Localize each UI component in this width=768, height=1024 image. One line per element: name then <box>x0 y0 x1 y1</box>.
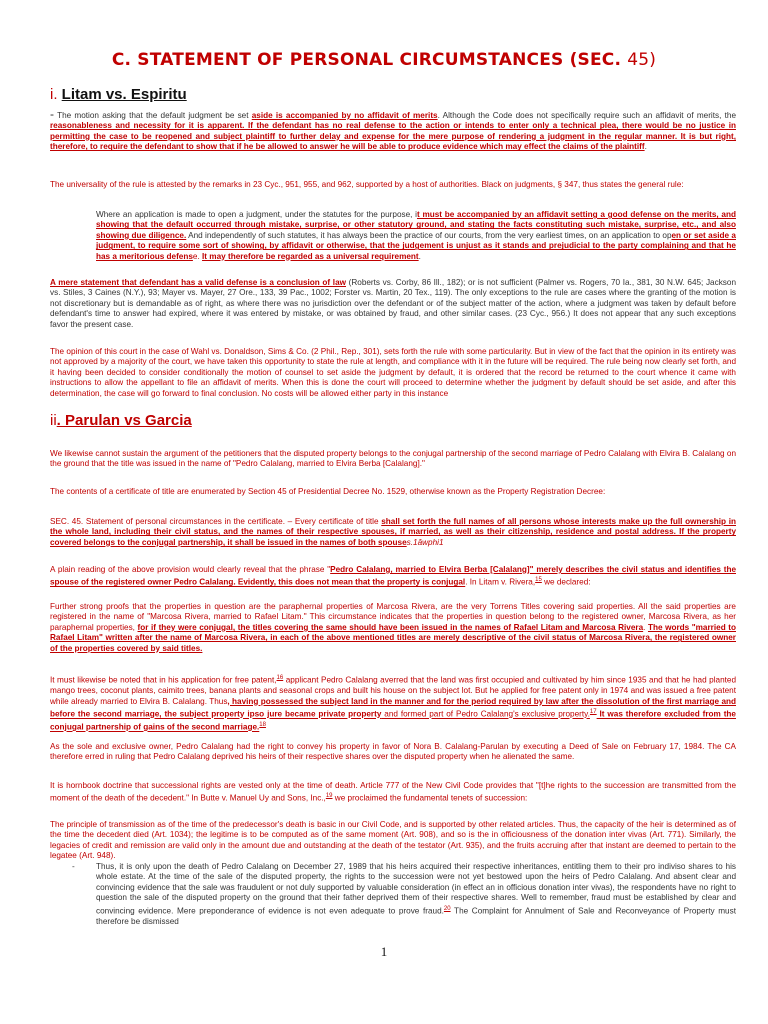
text-span: A plain reading of the above provision would clearly reveal that the phrase " <box>50 565 331 574</box>
text-span: and formed part of Pedro Calalang's exclusive property. <box>381 709 590 719</box>
paragraph-certificate-contents <box>50 487 736 497</box>
paragraph-calalang-death <box>72 862 736 927</box>
footnote-link[interactable]: 17 <box>589 708 597 715</box>
text-span: And independently of such statutes, it has always been the practice of our courts, from the very earliest times, on an application to op <box>186 230 672 240</box>
paragraph-sole-owner <box>50 742 736 763</box>
highlight-span: en or set aside a judgment, to require some sort of showing, by affidavit or otherwise, that the judgement is unjust as it stands and prejudicial to the party complaining and that he has a meritorious defens <box>96 230 736 261</box>
paragraph-transmission-principle <box>50 820 736 862</box>
footnote-link[interactable]: 18 <box>259 722 266 729</box>
text-span: Thus, it is only upon the death of Pedro Calalang on December 27, 1989 that his heirs acquired their respective inheritances, entitling them to their pro indiviso shares to his whole estate. At the time of the sale of the disputed property, the rights to the succession were not yet bestowed upon the heirs of Pedro Calalang. And absent clear and convincing evidence that the sale was fraudulent or not duly supported by valuable consideration (in effect an in officious donation inter vivas), the respondents have no right to question the sale of the disputed property on the ground that their father deprived them of their respective shares. Well to remember, fraud must be established by clear and convincing evidence. Mere preponderance of evidence is not even adequate to prove fraud. <box>96 862 736 916</box>
paragraph-affidavit-of-merits <box>50 109 736 153</box>
paragraph-strong-proofs <box>50 602 736 654</box>
paragraph-hornbook <box>50 781 736 805</box>
text-span: The opinion of this court in the case of Wahl vs. Donaldson, Sims & Co. (2 Phil., Rep., 301), sets forth the rule with some particularity. But in view of the fact that the opinion in its entirety was not approved by a majority of the court, we have taken this opportunity to state the rule at length, and compliance with it in the future will be required. The rule being now clearly set forth, and it having been decided to consider conditionally the motion of counsel to set aside the judgment by default, it is ordered that the record be returned to the court whence it came with instructions to allow the appellant to file an affidavit of merits. When this is done the court will proceed to determine whether the judgment by default should be set aside, and after this determination, the case will go forward to final conclusion. No costs will be allowed either party in this instance <box>50 347 736 398</box>
blockquote-black-on-judgments <box>96 210 736 262</box>
text-span: . <box>643 622 648 632</box>
text-span: . In Litam v. Rivera, <box>465 578 536 588</box>
text-span: s.1âwphi1 <box>406 537 444 547</box>
text-span: We likewise cannot sustain the argument of the petitioners that the disputed property belongs to the conjugal partnership of the second marriage of Pedro Calalang with Elvira B. Calalang on the ground that the title was issued in the name of "Pedro Calalang, married to Elvira Berba [Calalang]." <box>50 449 736 469</box>
text-span: . Although the Code does not specifically require such an affidavit of merits, the <box>437 111 737 120</box>
footnote-link[interactable]: 19 <box>325 793 333 800</box>
text-span: e. <box>192 251 203 261</box>
footnote-link[interactable]: 20 <box>443 905 451 912</box>
text-span: The contents of a certificate of title are enumerated by Section 45 of Presidential Decree No. 1529, otherwise known as the Property Registration Decree: <box>50 487 606 496</box>
paragraph-plain-reading <box>50 565 736 589</box>
paragraph-free-patent <box>50 673 736 733</box>
highlight-span: A mere statement that defendant has a valid defense is a conclusion of law <box>50 278 346 287</box>
text-span: . <box>644 142 647 152</box>
text-span: Further strong proofs that the properties in question are the paraphernal properties of Marcosa Rivera, are the very Torrens Titles covering said properties. All the said properties are registered in the name of "Marcosa Rivera, married to Rafael Litam." This circumstance indicates that the properties in question belong to the registered owner, Marcosa Rivera, as her paraphernal properties, <box>50 602 736 632</box>
paragraph-wahl-opinion <box>50 347 736 399</box>
title-text: C. STATEMENT OF PERSONAL CIRCUMSTANCES (SEC. <box>111 50 622 70</box>
text-span: The principle of transmission as of the time of the predecessor's death is basic in our Civil Code, and is supported by other related articles. Thus, the capacity of the heir is determined as of the time the decedent died (Art. 1034); the legitime is to be computed as of the same moment (Art. 908), and so is the in officiousness of the donation inter vivas (Art. 771). Similarly, the legacies of credit and remission are valid only in the amount due and outstanding at the death of the testator (Art. 935), and the fruits accruing after that instant are deemed to pertain to the legatee (Art. 948). <box>50 820 736 861</box>
heading-name: . Parulan vs Garcia <box>56 412 192 429</box>
text-span: we proclaimed the fundamental tenets of succession: <box>332 794 528 804</box>
paragraph-mere-statement <box>50 278 736 330</box>
bullet-dash: - <box>50 107 54 121</box>
text-span: The universality of the rule is attested by the remarks in 23 Cyc., 951, 955, and 962, supported by a host of authorities. Black on judgments, § 347, thus states the general rule: <box>50 180 684 189</box>
highlight-span: It was therefore excluded from the conjugal partnership of gains of the second marriage. <box>50 709 736 732</box>
page-number: 1 <box>380 944 388 959</box>
text-span: (Roberts vs. Corby, 86 Ill., 182); or is not sufficient (Palmer vs. Rogers, 70 Ia., 381, 30 N.W. 645; Jackson vs. Stiles, 3 Caines (N.Y.), 93; Mayer vs. Mayer, 27 Ore., 133, 39 Pac., 1002; Forster vs. Martin, 20 Tex., 119). The only exceptions to the rule are cases where the granting of the motion is not discretionary but is demandable as of right, as where there was no jurisdiction over the defendant or of the subject matter of the action, where a judgment was taken by default before defendant's time to answer had expired, where it was entered by mistake, or was obtained by fraud, and other similar cases. (23 Cyc., 956.) It does not appear that any such exceptions favor the present case. <box>50 278 737 329</box>
highlight-span: shall set forth the full names of all persons whose interests make up the full ownership in the whole land, including their civil status, and the names of their respective spouses, if married, as well as their citizenship, residence and postal address. If the property covered belongs to the conjugal partnership, it shall be issued in the names of both spouse <box>50 517 736 547</box>
heading-parulan <box>50 412 192 429</box>
text-span: It must likewise be noted that in his application for free patent, <box>50 675 277 685</box>
paragraph-sec-45 <box>50 517 736 548</box>
text-span: It is hornbook doctrine that successional rights are vested only at the time of death. Article 777 of the New Civil Code provides that "[t]he rights to the succession are transmitted from the moment of the death of the decedent." In Butte v. Manuel Uy and Sons, Inc., <box>50 781 736 804</box>
highlight-span: t must be accompanied by an affidavit setting a good defense on the merits, and showing that the default occurred through mistake, surprise, or other statutory ground, and stating the facts constituting such mistake, surprise, etc., and also showing due diligence. <box>96 210 736 240</box>
title-section-number: 45) <box>627 50 657 70</box>
text-span: we declared: <box>541 578 591 588</box>
paragraph-conjugal-argument <box>50 449 736 470</box>
text-span: The motion asking that the default judgment be set <box>57 111 252 120</box>
paragraph-universality <box>50 180 736 190</box>
text-span: As the sole and exclusive owner, Pedro Calalang had the right to convey his property in favor of Nora B. Calalang-Parulan by executing a Deed of Sale on February 17, 1984. The CA therefore erred in ruling that Pedro Calalang deprived his heirs of their respective shares over the disputed property when he alienated the same. <box>50 742 736 762</box>
highlight-span: The words "married to Rafael Litam" written after the name of Marcosa Rivera, in each of the above mentioned titles are merely descriptive of the civil status of Marcosa Rivera, the registered owner of the properties covered by said titles. <box>50 622 736 653</box>
text-span: SEC. 45. Statement of personal circumstances in the certificate. – Every certificate of title <box>50 517 382 526</box>
footnote-link[interactable]: 15 <box>535 577 542 584</box>
highlight-span: It may therefore be regarded as a universal requirement <box>202 251 419 261</box>
highlight-span: for if they were conjugal, the titles covering the same should have been issued in the names of Rafael Litam and Marcosa Rivera <box>137 622 644 632</box>
text-span: The Complaint for Annulment of Sale and Reconveyance of Property must therefore be dismissed <box>96 906 736 926</box>
footnote-link[interactable]: 16 <box>276 675 284 681</box>
highlight-span: reasonableness and necessity for it is apparent. If the defendant has no real defense to the action or intends to enter only a technical plea, there would be no justice in permitting the case to be reopened and subject plaintiff to further delay and expense for the mere purpose of rendering a judgment in the regular manner. It is but right, therefore, to require the defendant to show that if he be allowed to answer he will be able to produce evidence which may effect the claims of the plaintiff <box>50 121 736 152</box>
heading-litam <box>50 86 187 103</box>
text-span: Where an application is made to open a judgment, under the statutes for the purpose, i <box>96 210 417 219</box>
bullet-dash: - <box>72 862 75 871</box>
highlight-span: , having possessed the subject land in the manner and for the period required by law after the dissolution of the first marriage and before the second marriage, the subject property ipso jure became private property <box>50 696 737 719</box>
heading-number: i. <box>50 86 58 103</box>
highlight-span: aside is accompanied by no affidavit of merits <box>251 111 438 120</box>
text-span: . <box>418 251 421 261</box>
text-span: applicant Pedro Calalang averred that the land was first occupied and cultivated by him since 1935 and that he had planted mango trees, coconut plants, caimito trees, banana plants and seasonal crops and built his house on the subject lot. But he applied for free patent only in 1974 and was issued a free patent while already married to Elvira B. Calalang. Thus <box>50 675 737 706</box>
heading-name: Litam vs. Espiritu <box>61 86 187 103</box>
highlight-span: Pedro Calalang, married to Elvira Berba [Calalang]" merely describes the civil status and identifies the spouse of the registered owner Pedro Calalang. Evidently, this does not mean that the property is conjugal <box>50 565 736 588</box>
heading-number: ii <box>50 412 57 429</box>
page-title <box>0 50 768 70</box>
